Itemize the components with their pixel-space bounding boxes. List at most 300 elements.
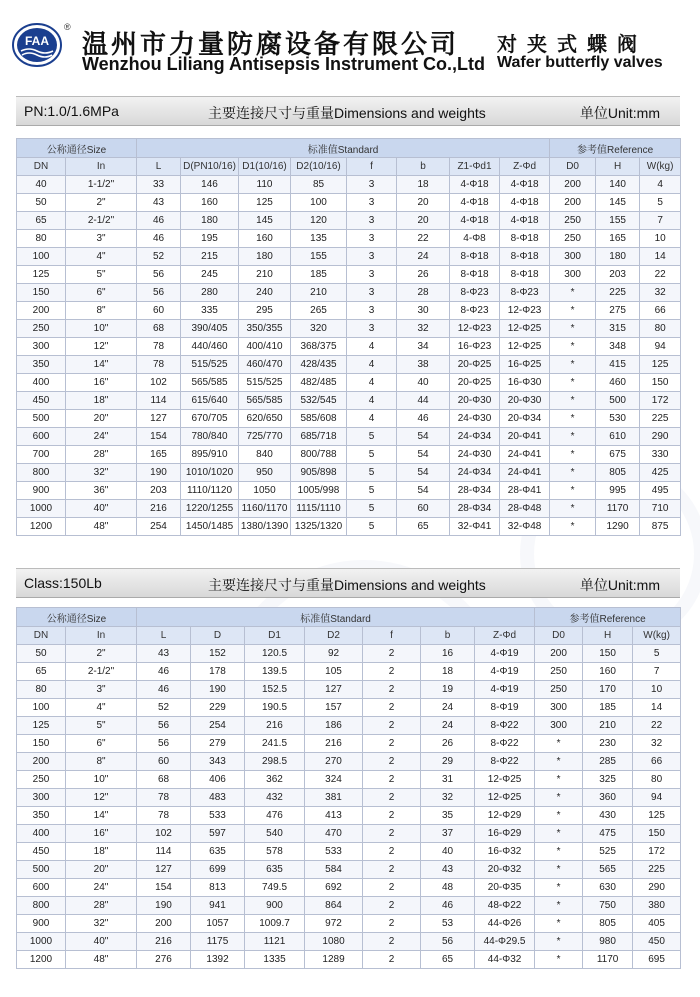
table-cell: 10 [633,681,681,699]
table-row [17,500,681,518]
table-cell: 2 [363,645,421,663]
table-cell: 180 [596,248,640,266]
table-cell: 1005/998 [291,482,347,500]
table-cell: 330 [640,446,681,464]
column-header: D0 [550,158,596,176]
table-cell: 200 [137,915,191,933]
table-cell: 8-Φ23 [500,284,550,302]
column-header: H [583,627,633,645]
table-cell: * [550,284,596,302]
table-cell: 150 [583,645,633,663]
table-cell: * [535,843,583,861]
table-cell: 972 [305,915,363,933]
table-cell: 692 [305,879,363,897]
table-cell: 780/840 [181,428,239,446]
table-cell: 315 [596,320,640,338]
table-row [17,915,681,933]
table-cell: 200 [17,753,66,771]
table-cell: 800 [17,897,66,915]
table-cell: * [550,302,596,320]
group-size: 公称通径Size [17,139,137,158]
table-cell: 16-Φ29 [475,825,535,843]
table-row [17,951,681,969]
table-cell: 4-Φ8 [450,230,500,248]
table-cell: 525 [583,843,633,861]
table-cell: 300 [17,789,66,807]
table-cell: 4-Φ18 [450,176,500,194]
table-cell: 476 [245,807,305,825]
table-cell: * [535,879,583,897]
table-cell: 40" [66,933,137,951]
table-cell: 279 [191,735,245,753]
table-cell: 18" [66,392,137,410]
registered-mark: ® [64,22,71,32]
table-cell: 5" [66,717,137,735]
table-cell: 840 [239,446,291,464]
table-row [17,428,681,446]
table-cell: 16-Φ30 [500,374,550,392]
table-row [17,320,681,338]
table-row [17,735,681,753]
table-cell: 1000 [17,500,66,518]
table-cell: 10" [66,771,137,789]
table-cell: 48 [421,879,475,897]
product-name-en: Wafer butterfly valves [497,54,663,71]
table-cell: 4-Φ18 [450,194,500,212]
table-cell: 7 [640,212,681,230]
table-cell: 8-Φ18 [450,248,500,266]
table-cell: * [550,338,596,356]
table-cell: * [550,392,596,410]
column-header-row [17,158,681,176]
table-cell: 1080 [305,933,363,951]
table-cell: 250 [535,663,583,681]
table-cell: 5 [347,518,397,536]
table-cell: 80 [633,771,681,789]
table-cell: 515/525 [181,356,239,374]
table-cell: 22 [640,266,681,284]
company-logo [12,22,62,68]
table-cell: 298.5 [245,753,305,771]
table-cell: 1057 [191,915,245,933]
table-cell: 200 [17,302,66,320]
table-cell: * [535,771,583,789]
table-cell: 2 [363,681,421,699]
table-cell: 12-Φ25 [500,338,550,356]
table-cell: 165 [137,446,181,464]
table-cell: 32 [397,320,450,338]
table-cell: 270 [305,753,363,771]
table-cell: * [550,428,596,446]
table-cell: 4 [347,338,397,356]
column-header: D(PN10/16) [181,158,239,176]
table-cell: 34 [397,338,450,356]
table-cell: 350 [17,356,66,374]
table-cell: 380 [633,897,681,915]
table-cell: 22 [397,230,450,248]
table-row [17,212,681,230]
table-cell: 250 [17,771,66,789]
table-cell: 94 [633,789,681,807]
table-cell: 295 [239,302,291,320]
table-cell: 368/375 [291,338,347,356]
column-header: Z-Φd [500,158,550,176]
table-cell: 360 [583,789,633,807]
table-cell: 56 [421,933,475,951]
table-cell: 4-Φ19 [475,663,535,681]
table-cell: 44 [397,392,450,410]
table-cell: 1170 [596,500,640,518]
table-cell: 165 [596,230,640,248]
table-cell: 8-Φ18 [450,266,500,284]
table-cell: 4-Φ19 [475,645,535,663]
table-cell: 3 [347,230,397,248]
table-cell: 495 [640,482,681,500]
table-cell: 533 [305,843,363,861]
table-cell: 172 [633,843,681,861]
table-cell: 300 [17,338,66,356]
table-cell: 685/718 [291,428,347,446]
table-cell: * [550,464,596,482]
section-title-bar [16,96,680,126]
table-row [17,681,681,699]
table-cell: 78 [137,356,181,374]
table-cell: 1325/1320 [291,518,347,536]
table-row [17,753,681,771]
table-cell: 12" [66,789,137,807]
table-cell: 300 [535,699,583,717]
table-cell: 900 [17,915,66,933]
table-row [17,464,681,482]
table-cell: 56 [137,284,181,302]
table-cell: 540 [245,825,305,843]
table-cell: 80 [17,681,66,699]
table-cell: 195 [181,230,239,248]
table-cell: 145 [596,194,640,212]
table-cell: 54 [397,428,450,446]
table-cell: 300 [535,717,583,735]
table-cell: 24" [66,879,137,897]
table-row [17,176,681,194]
table-cell: 5 [640,194,681,212]
table-cell: 864 [305,897,363,915]
unit-label: 单位Unit:mm [579,577,660,593]
table-cell: 483 [191,789,245,807]
table-cell: 470 [305,825,363,843]
table-cell: 216 [137,933,191,951]
table-cell: 12" [66,338,137,356]
column-header: f [347,158,397,176]
table-cell: 16" [66,825,137,843]
table-cell: 475 [583,825,633,843]
column-header: D [191,627,245,645]
table-cell: 6" [66,735,137,753]
table-cell: 154 [137,428,181,446]
table-cell: 178 [191,663,245,681]
table-cell: 180 [239,248,291,266]
product-name-cn: 对夹式蝶阀 [497,32,647,56]
column-header: D1(10/16) [239,158,291,176]
table-cell: 20-Φ30 [450,392,500,410]
table-cell: 14" [66,807,137,825]
column-header: D1 [245,627,305,645]
table-cell: 60 [397,500,450,518]
table-cell: 14 [633,699,681,717]
table-cell: 4-Φ18 [450,212,500,230]
table-cell: 52 [137,248,181,266]
column-header: DN [17,627,66,645]
table-cell: 12-Φ23 [450,320,500,338]
table-cell: 406 [191,771,245,789]
column-header: Z1-Φd1 [450,158,500,176]
table-cell: 170 [583,681,633,699]
table-cell: 565/585 [181,374,239,392]
table-cell: 24 [397,248,450,266]
table-cell: 2 [363,735,421,753]
table-cell: 31 [421,771,475,789]
table-cell: 30 [397,302,450,320]
table-cell: 405 [633,915,681,933]
table-cell: 4" [66,248,137,266]
table-cell: 500 [17,410,66,428]
table-cell: 16-Φ32 [475,843,535,861]
page-header [0,0,700,80]
table-cell: 905/898 [291,464,347,482]
table-cell: 12-Φ25 [475,789,535,807]
column-header: Z-Φd [475,627,535,645]
table-cell: 1050 [239,482,291,500]
table-cell: 16-Φ25 [500,356,550,374]
table-cell: 450 [17,392,66,410]
table-cell: 12-Φ29 [475,807,535,825]
table-cell: 26 [421,735,475,753]
table-cell: 565/585 [239,392,291,410]
table-cell: 4 [347,410,397,428]
table-cell: * [550,410,596,428]
table-cell: 1-1/2" [66,176,137,194]
table-cell: 245 [181,266,239,284]
table-cell: 5" [66,266,137,284]
table-cell: 22 [633,717,681,735]
table-cell: 127 [137,410,181,428]
table-cell: 2" [66,194,137,212]
table-cell: 28 [397,284,450,302]
table-cell: 2 [363,951,421,969]
table-cell: 210 [583,717,633,735]
table-cell: 3 [347,320,397,338]
table-cell: 186 [305,717,363,735]
table-cell: 20-Φ30 [500,392,550,410]
table-cell: 20 [397,212,450,230]
table-cell: 482/485 [291,374,347,392]
table-cell: 32" [66,915,137,933]
table-cell: 400/410 [239,338,291,356]
table-cell: 157 [305,699,363,717]
table-row [17,879,681,897]
table-cell: 28" [66,897,137,915]
table-cell: 530 [596,410,640,428]
table-cell: 533 [191,807,245,825]
table-cell: 3 [347,284,397,302]
table-cell: 80 [640,320,681,338]
table-cell: 390/405 [181,320,239,338]
table-cell: * [535,897,583,915]
section-title: 主要连接尺寸与重量Dimensions and weights [208,577,486,593]
section-title: 主要连接尺寸与重量Dimensions and weights [208,105,486,121]
table-cell: 895/910 [181,446,239,464]
table-cell: 400 [17,825,66,843]
table-cell: 3" [66,230,137,248]
table-cell: * [535,807,583,825]
table-cell: 8-Φ22 [475,717,535,735]
table-cell: 32 [640,284,681,302]
table-cell: 675 [596,446,640,464]
table-cell: * [550,518,596,536]
table-cell: 1289 [305,951,363,969]
table-cell: 2" [66,645,137,663]
table-cell: 1009.7 [245,915,305,933]
table-cell: 532/545 [291,392,347,410]
table-cell: 32" [66,464,137,482]
table-cell: 110 [239,176,291,194]
table-cell: 5 [347,500,397,518]
group-reference: 参考值Reference [535,608,681,627]
table-cell: 700 [17,446,66,464]
table-cell: 597 [191,825,245,843]
table-row [17,843,681,861]
table-cell: 1115/1110 [291,500,347,518]
table-cell: 1392 [191,951,245,969]
table-cell: 335 [181,302,239,320]
table-row [17,230,681,248]
table-cell: 35 [421,807,475,825]
table-cell: * [535,933,583,951]
table-cell: 56 [137,717,191,735]
table-cell: 813 [191,879,245,897]
table-cell: 300 [550,248,596,266]
table-cell: 24 [421,717,475,735]
table-cell: 18 [421,663,475,681]
table-cell: 425 [640,464,681,482]
table-cell: 200 [535,645,583,663]
group-size: 公称通径Size [17,608,137,627]
table-cell: 5 [347,482,397,500]
table-cell: 225 [640,410,681,428]
table-cell: 225 [633,861,681,879]
column-header: L [137,158,181,176]
table-cell: 20-Φ34 [500,410,550,428]
table-cell: 150 [640,374,681,392]
table-cell: 40 [17,176,66,194]
table-cell: 94 [640,338,681,356]
table-cell: 216 [245,717,305,735]
table-cell: * [535,753,583,771]
table-cell: 36" [66,482,137,500]
column-header: b [421,627,475,645]
table-cell: 670/705 [181,410,239,428]
table-cell: 65 [17,212,66,230]
table-cell: 699 [191,861,245,879]
table-row [17,266,681,284]
column-header: f [363,627,421,645]
section-title-bar [16,568,680,598]
table-cell: 54 [397,482,450,500]
table-cell: 100 [291,194,347,212]
table-cell: 102 [137,374,181,392]
table-cell: 120.5 [245,645,305,663]
table-cell: 46 [137,663,191,681]
unit-label: 单位Unit:mm [579,105,660,121]
table-cell: 710 [640,500,681,518]
table-cell: 584 [305,861,363,879]
company-name-cn: 温州市力量防腐设备有限公司 [82,30,460,60]
table-cell: 950 [239,464,291,482]
table-cell: 190 [137,897,191,915]
table-cell: 160 [239,230,291,248]
table-cell: 152.5 [245,681,305,699]
table-cell: 1110/1120 [181,482,239,500]
table-cell: 1121 [245,933,305,951]
table-cell: 33 [137,176,181,194]
table-cell: 325 [583,771,633,789]
table-cell: 805 [583,915,633,933]
table-row [17,374,681,392]
table-cell: 5 [347,464,397,482]
table-cell: 139.5 [245,663,305,681]
table-cell: 8-Φ23 [450,302,500,320]
dimensions-table-class [16,607,681,969]
table-cell: 44-Φ32 [475,951,535,969]
logo-text: FAA [25,34,49,48]
table-cell: 48-Φ22 [475,897,535,915]
table-cell: 250 [550,212,596,230]
table-cell: 29 [421,753,475,771]
table-cell: 635 [191,843,245,861]
table-row [17,807,681,825]
table-cell: 48" [66,518,137,536]
table-cell: 43 [137,194,181,212]
table-cell: 2-1/2" [66,212,137,230]
table-cell: 16" [66,374,137,392]
table-cell: 1175 [191,933,245,951]
table-cell: * [535,861,583,879]
column-header: In [66,627,137,645]
table-cell: 24-Φ30 [450,446,500,464]
table-cell: 4-Φ18 [500,176,550,194]
table-cell: 8-Φ22 [475,753,535,771]
column-header-row [17,627,681,645]
table-cell: 125 [239,194,291,212]
table-cell: 203 [596,266,640,284]
table-cell: 585/608 [291,410,347,428]
table-cell: 275 [596,302,640,320]
table-cell: 2 [363,933,421,951]
table-cell: 900 [245,897,305,915]
table-cell: 65 [397,518,450,536]
table-cell: * [550,320,596,338]
table-cell: 725/770 [239,428,291,446]
pressure-rating: Class:150Lb [24,575,102,591]
table-cell: 290 [633,879,681,897]
table-cell: 56 [137,735,191,753]
table-row [17,825,681,843]
table-cell: 140 [596,176,640,194]
group-standard: 标准值Standard [137,608,535,627]
table-cell: 620/650 [239,410,291,428]
table-cell: 48" [66,951,137,969]
table-cell: 102 [137,825,191,843]
table-cell: 125 [640,356,681,374]
